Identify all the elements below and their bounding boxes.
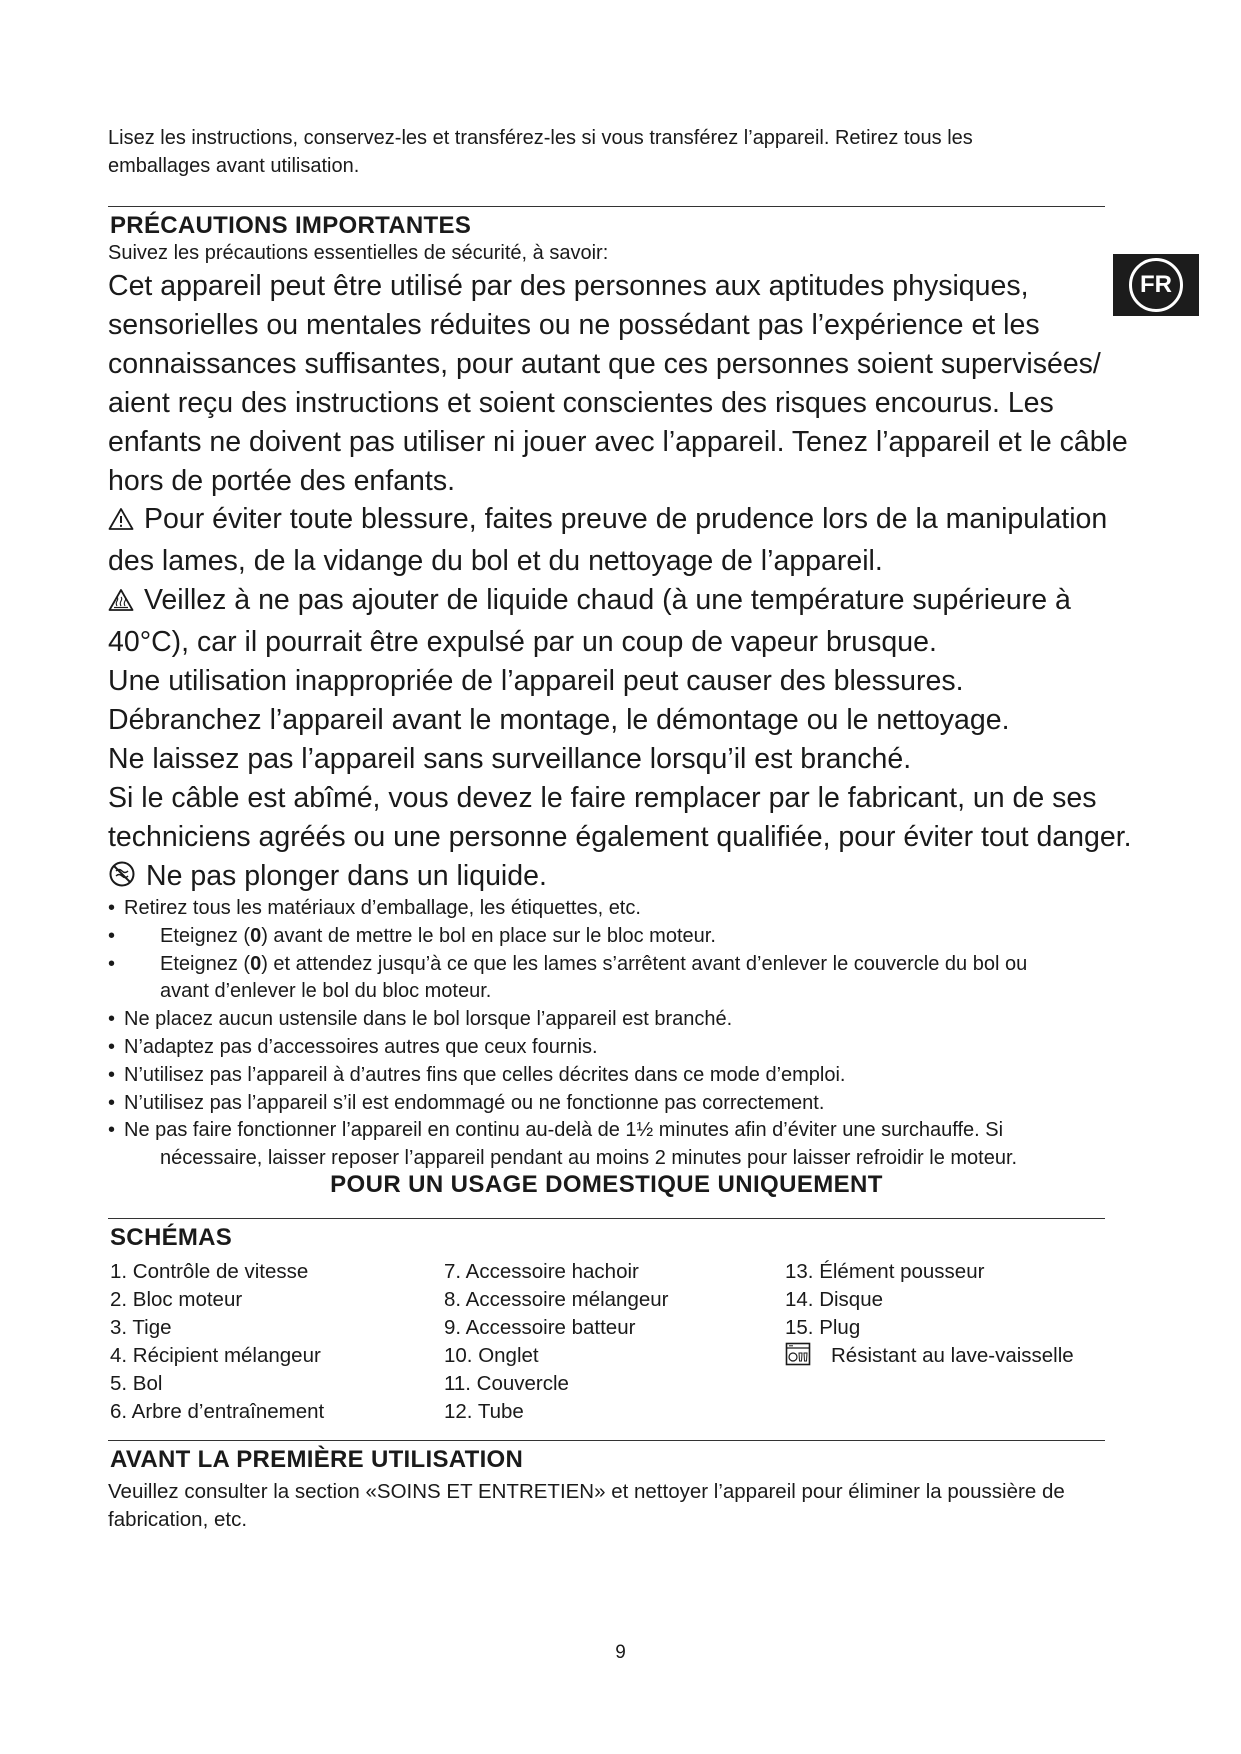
safety-warnings: Cet appareil peut être utilisé par des personnes aux aptitudes physiques, sensorielles ou mentales réduites ou ne possédant pas l’expérience et les connaissances suffisantes, pour autant que ces personnes soient supervisées/ aient reçu des instructions et soient conscientes des risques encourus. Les enfants ne doivent pas utiliser ni jouer avec l’appareil. Tenez l’appareil et le câble hors de portée des enfants. Pour éviter toute blessure, faites preuve de prudence lors de la manipulation des lames, de la vidange du bol et du nettoyage de l’appareil. Veillez à ne pas ajouter de liquide chaud (à une température supérieure à 40°C), car il pourrait être expulsé par un coup de vapeur brusque. Une utilisation inappropriée de l’appareil peut causer des blessures. Débranchez l’appareil avant le montage, le démontage ou le nettoyage. Ne laissez pas l’appareil sans surveillance lorsqu’il est branché. Si le câble est abîmé, vous devez le faire remplacer par le fabricant, un de ses techniciens agréés ou une personne également qualifiée, pour éviter tout danger. Ne pas plonger dans un liquide. xyxy=(108,267,1138,899)
list-item: 9. Accessoire batteur xyxy=(444,1315,636,1339)
list-item: 15. Plug xyxy=(785,1315,861,1339)
schemas-heading: SCHÉMAS xyxy=(110,1224,233,1251)
list-item: • Ne pas faire fonctionner l’appareil en continu au-delà de 1½ minutes afin d’éviter une surchauffe. Si nécessaire, laisser reposer l’appareil pendant au moins 2 minutes pour laisser refroidir le moteur. xyxy=(108,1119,1018,1170)
hot-surface-warning-icon xyxy=(108,584,134,623)
parts-list-column-1 xyxy=(110,1258,324,1425)
list-item: 11. Couvercle xyxy=(444,1371,569,1395)
avant-heading: AVANT LA PREMIÈRE UTILISATION xyxy=(110,1446,524,1473)
list-item: 7. Accessoire hachoir xyxy=(444,1260,639,1283)
list-item: 2. Bloc moteur xyxy=(110,1287,243,1311)
list-item: • N’utilisez pas l’appareil s’il est endommagé ou ne fonctionne pas correctement. xyxy=(108,1091,825,1114)
no-immersion-icon xyxy=(108,860,136,899)
list-item: 12. Tube xyxy=(444,1399,524,1423)
list-item: 8. Accessoire mélangeur xyxy=(444,1287,669,1311)
list-item: • N’utilisez pas l’appareil à d’autres fins que celles décrites dans ce mode d’emploi. xyxy=(108,1063,846,1086)
dishwasher-safe-icon xyxy=(785,1342,811,1374)
language-code: FR xyxy=(1129,258,1183,312)
list-item: 5. Bol xyxy=(110,1371,163,1395)
section-divider xyxy=(108,1218,1105,1219)
list-item: • Eteignez (0) avant de mettre le bol en place sur le bloc moteur. xyxy=(108,924,716,947)
precaution-bullet-list xyxy=(108,895,1098,1173)
list-item: 1. Contrôle de vitesse xyxy=(110,1260,309,1283)
precautions-heading: PRÉCAUTIONS IMPORTANTES xyxy=(110,212,472,239)
list-item: • Retirez tous les matériaux d’emballage, les étiquettes, etc. xyxy=(108,897,641,919)
page-number: 9 xyxy=(615,1642,626,1663)
list-item: • Ne placez aucun ustensile dans le bol lorsque l’appareil est branché. xyxy=(108,1008,733,1031)
list-item: • N’adaptez pas d’accessoires autres que ceux fournis. xyxy=(108,1035,598,1058)
list-item: 4. Récipient mélangeur xyxy=(110,1343,321,1367)
list-item: 6. Arbre d’entraînement xyxy=(110,1399,325,1423)
warning-triangle-icon xyxy=(108,503,134,542)
parts-list-column-2 xyxy=(444,1258,668,1425)
avant-text: Veuillez consulter la section «SOINS ET ENTRETIEN» et nettoyer l’appareil pour éliminer la poussière de fabrication, etc. xyxy=(108,1480,1065,1531)
precautions-subheading: Suivez les précautions essentielles de sécurité, à savoir: xyxy=(108,242,609,264)
list-item: Résistant au lave-vaisselle xyxy=(785,1342,1074,1374)
list-item: 10. Onglet xyxy=(444,1343,539,1367)
domestic-use-notice: POUR UN USAGE DOMESTIQUE UNIQUEMENT xyxy=(330,1171,883,1198)
section-divider xyxy=(108,206,1105,207)
intro-text: Lisez les instructions, conservez-les et transférez-les si vous transférez l’appareil. Retirez tous les emballages avant utilisation. xyxy=(108,127,973,177)
list-item: 13. Élément pousseur xyxy=(785,1260,985,1283)
parts-list-column-3 xyxy=(785,1258,1074,1374)
list-item: • Eteignez (0) et attendez jusqu’à ce que les lames s’arrêtent avant d’enlever le couvercle du bol ou avant d’enlever le bol du bloc moteur. xyxy=(108,952,1028,1003)
list-item: 14. Disque xyxy=(785,1287,884,1311)
section-divider xyxy=(108,1440,1105,1441)
list-item: 3. Tige xyxy=(110,1315,172,1339)
